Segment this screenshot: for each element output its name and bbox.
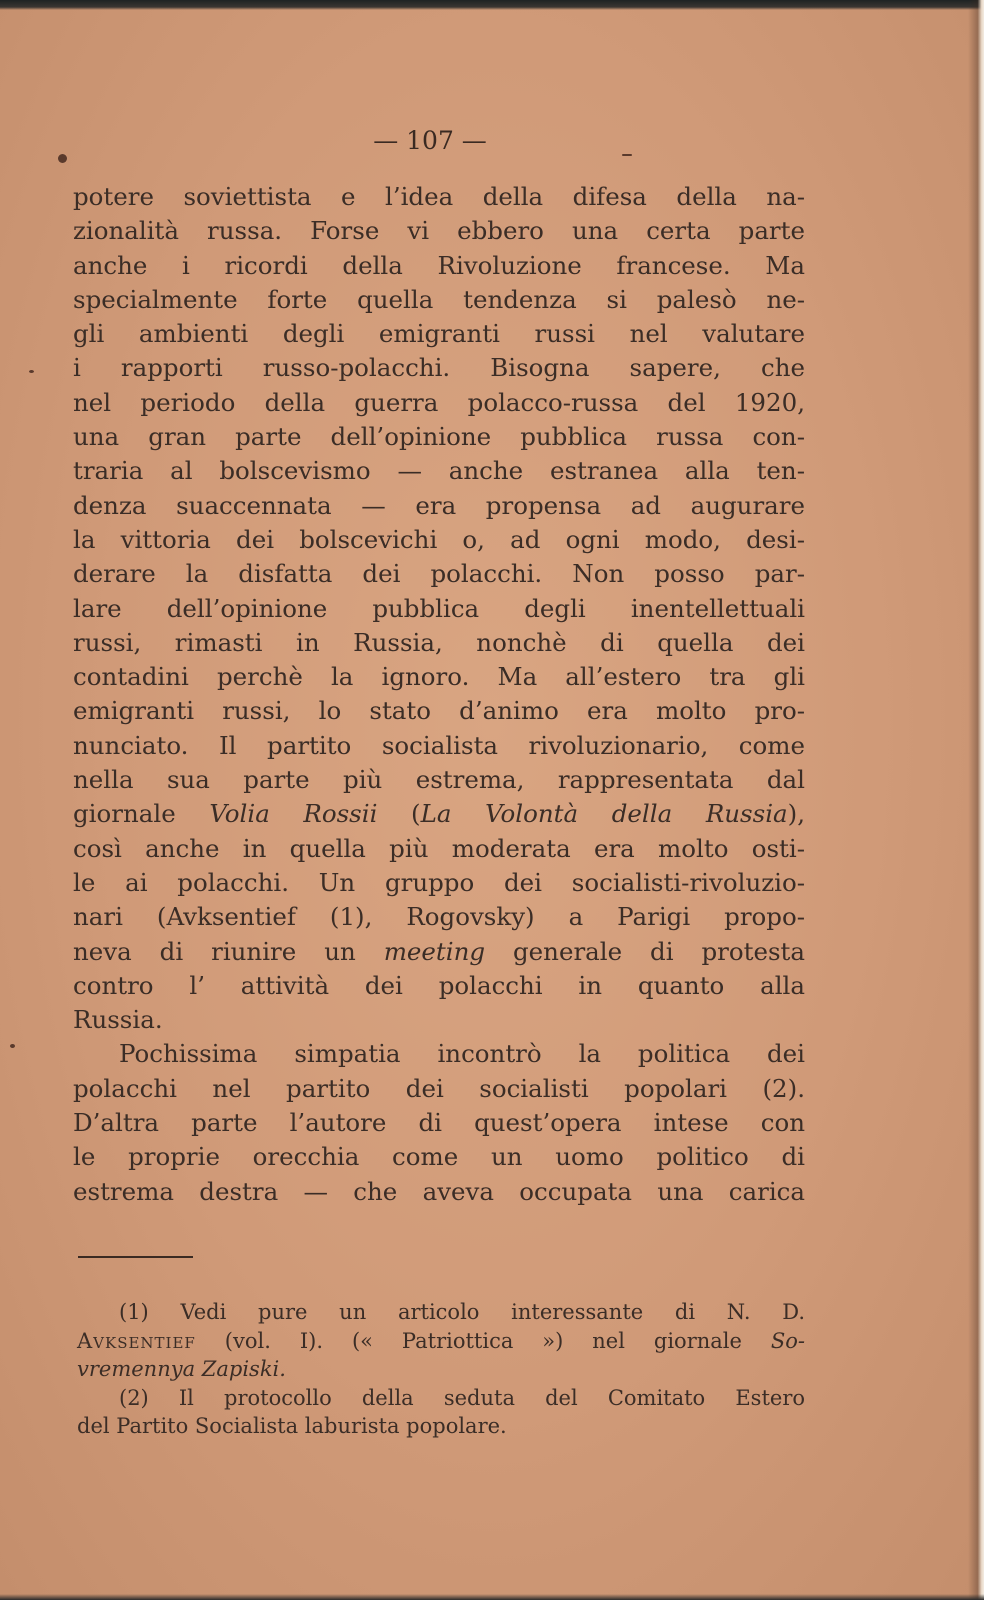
newspaper-title-translation: La Volontà della Russia	[420, 799, 788, 829]
text-line: anche i ricordi della Rivoluzione francese. Ma	[73, 250, 805, 280]
page-number: — 107 —	[373, 126, 487, 155]
text-line: i rapporti russo-polacchi. Bisogna sapere, che	[73, 353, 805, 383]
text-line: potere soviettista e l’idea della difesa della na-	[73, 182, 805, 211]
page-top-edge	[0, 0, 984, 10]
text-line: russi, rimasti in Russia, nonchè di quella dei	[73, 627, 805, 657]
page-right-edge	[968, 0, 984, 1600]
text-line: derare la disfatta dei polacchi. Non posso par-	[73, 559, 805, 589]
text-line: zionalità russa. Forse vi ebbero una certa parte	[73, 216, 805, 246]
text-span: neva di riunire un	[73, 936, 384, 966]
footnote-2-line: (2) Il protocollo della seduta del Comitato Estero	[119, 1385, 805, 1410]
ink-speck	[10, 1044, 15, 1048]
text-span: giornale	[73, 799, 210, 829]
footnotes	[77, 1298, 805, 1441]
text-line: traria al bolscevismo — anche estranea alla ten-	[73, 456, 805, 486]
text-line: lare dell’opinione pubblica degli inentellettuali	[73, 593, 805, 623]
ink-speck	[58, 154, 67, 163]
text-line: contadini perchè la ignoro. Ma all’estero tra gli	[73, 662, 805, 692]
text-line: denza suaccennata — era propensa ad augurare	[73, 490, 805, 520]
journal-title: vremennya Zapiski.	[77, 1357, 286, 1381]
italic-word: meeting	[383, 936, 486, 966]
text-span: (	[377, 799, 421, 829]
body-text	[73, 180, 805, 1209]
author-name: Avksentief	[77, 1328, 196, 1353]
text-line: D’altra parte l’autore di quest’opera intese con	[73, 1108, 805, 1138]
text-line-italic-titles	[73, 797, 805, 831]
text-line: nunciato. Il partito socialista rivoluzionario, come	[73, 730, 805, 760]
text-line: nella sua parte più estrema, rappresentata dal	[73, 765, 805, 795]
text-line: così anche in quella più moderata era molto osti-	[73, 833, 805, 863]
text-line: gli ambienti degli emigranti russi nel valutare	[73, 319, 805, 349]
text-line: una gran parte dell’opinione pubblica russa con-	[73, 422, 805, 452]
text-span: generale di protesta	[485, 936, 806, 966]
text-span: ),	[787, 799, 805, 829]
newspaper-title: Volia Rossii	[209, 799, 378, 829]
text-line-paragraph-end: Russia.	[73, 1005, 163, 1035]
text-span: (vol. I). (« Patriottica ») nel giornale	[195, 1328, 771, 1353]
footnote-2-line: del Partito Socialista laburista popolare.	[77, 1414, 507, 1438]
text-line-italic-word	[73, 935, 805, 969]
footnote-1-line	[77, 1327, 805, 1356]
text-line: specialmente forte quella tendenza si palesò ne-	[73, 284, 805, 314]
text-line: contro l’ attività dei polacchi in quanto alla	[73, 970, 805, 1000]
page-bottom-edge	[0, 1594, 984, 1600]
footnote-1-line: (1) Vedi pure un articolo interessante di N. D.	[119, 1300, 805, 1324]
footnote-1-line	[77, 1355, 805, 1384]
text-line: le ai polacchi. Un gruppo dei socialisti-rivoluzio-	[73, 867, 805, 897]
text-line: nel periodo della guerra polacco-russa del 1920,	[73, 387, 805, 417]
text-line: polacchi nel partito dei socialisti popolari (2).	[73, 1073, 805, 1103]
text-line: le proprie orecchia come un uomo politico di	[73, 1142, 805, 1172]
text-line: estrema destra — che aveva occupata una carica	[73, 1176, 805, 1206]
text-line: nari (Avksentief (1), Rogovsky) a Parigi propo-	[73, 902, 805, 932]
text-line: emigranti russi, lo stato d’animo era molto pro-	[73, 696, 805, 726]
journal-title: So-	[770, 1328, 805, 1353]
footnote-separator	[78, 1256, 193, 1258]
text-line: la vittoria dei bolscevichi o, ad ogni modo, desi-	[73, 524, 805, 554]
ink-speck	[29, 370, 34, 373]
text-line-paragraph-start: Pochissima simpatia incontrò la politica dei	[119, 1039, 805, 1069]
